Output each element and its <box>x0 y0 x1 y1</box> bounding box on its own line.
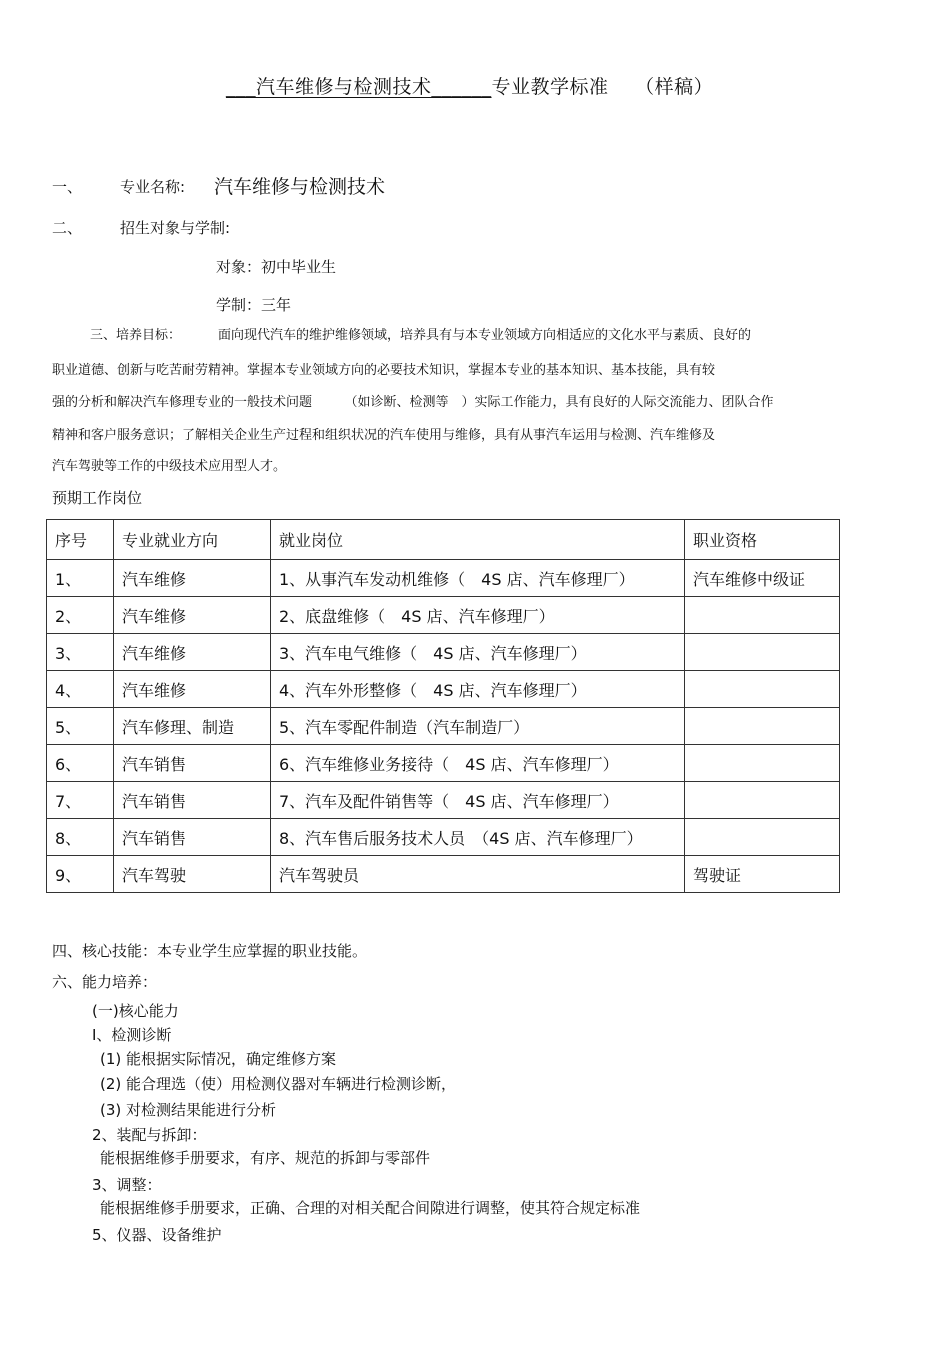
cell-index: 2、 <box>47 597 114 634</box>
section-4-core-skills: 四、核心技能：本专业学生应掌握的职业技能。 <box>52 942 368 960</box>
cell-direction: 汽车修理、制造 <box>114 708 271 745</box>
cell-index: 7、 <box>47 782 114 819</box>
cell-direction: 汽车销售 <box>114 745 271 782</box>
item-1-1: (1) 能根据实际情况，确定维修方案 <box>100 1050 337 1068</box>
jobs-table <box>46 519 840 893</box>
cell-post: 7、汽车及配件销售等（ 4S 店、汽车修理厂） <box>271 782 685 819</box>
cell-direction: 汽车驾驶 <box>114 856 271 893</box>
header-direction: 专业就业方向 <box>114 520 271 560</box>
cell-post: 3、汽车电气维修（ 4S 店、汽车修理厂） <box>271 634 685 671</box>
table-row <box>47 671 840 708</box>
table-header-row <box>47 520 840 560</box>
table-row <box>47 819 840 856</box>
section-1-value: 汽车维修与检测技术 <box>214 176 386 198</box>
cell-qualification <box>685 782 840 819</box>
cell-qualification <box>685 708 840 745</box>
section-2-number: 二、 <box>52 219 83 237</box>
table-row <box>47 708 840 745</box>
table-row <box>47 782 840 819</box>
cell-qualification: 汽车维修中级证 <box>685 560 840 597</box>
section-1-label: 专业名称: <box>120 178 186 196</box>
title-draft: （样稿） <box>635 76 714 98</box>
table-row <box>47 745 840 782</box>
section-1-number: 一、 <box>52 178 83 196</box>
cell-index: 9、 <box>47 856 114 893</box>
cell-post: 2、底盘维修（ 4S 店、汽车修理厂） <box>271 597 685 634</box>
item-assembly: 2、装配与拆卸： <box>92 1126 207 1144</box>
title-blank-tail: ______ <box>431 76 492 98</box>
cell-post: 8、汽车售后服务技术人员 （4S 店、汽车修理厂） <box>271 819 685 856</box>
cell-direction: 汽车销售 <box>114 782 271 819</box>
title-blank-lead: ___ <box>226 76 256 98</box>
header-qualification: 职业资格 <box>685 520 840 560</box>
goal-line-3: 强的分析和解决汽车修理专业的一般技术问题 （如诊断、检测等 ）实际工作能力，具有良好的人际交流能力、团队合作 <box>52 395 774 410</box>
cell-index: 1、 <box>47 560 114 597</box>
cell-qualification <box>685 597 840 634</box>
table-row <box>47 856 840 893</box>
core-ability-heading: (一)核心能力 <box>92 1002 179 1020</box>
cell-post: 1、从事汽车发动机维修（ 4S 店、汽车修理厂） <box>271 560 685 597</box>
item-1-3: (3) 对检测结果能进行分析 <box>100 1101 277 1119</box>
cell-qualification <box>685 671 840 708</box>
header-index: 序号 <box>47 520 114 560</box>
section-3-lead: 三、培养目标： <box>90 328 182 343</box>
title-major: 汽车维修与检测技术 <box>256 76 432 98</box>
cell-index: 5、 <box>47 708 114 745</box>
cell-post: 4、汽车外形整修（ 4S 店、汽车修理厂） <box>271 671 685 708</box>
cell-post: 5、汽车零配件制造（汽车制造厂） <box>271 708 685 745</box>
item-1-2: (2) 能合理选（使）用检测仪器对车辆进行检测诊断， <box>100 1075 457 1093</box>
cell-direction: 汽车销售 <box>114 819 271 856</box>
cell-post: 汽车驾驶员 <box>271 856 685 893</box>
cell-post: 6、汽车维修业务接待（ 4S 店、汽车修理厂） <box>271 745 685 782</box>
item-adjustment-detail: 能根据维修手册要求，正确、合理的对相关配合间隙进行调整，使其符合规定标准 <box>100 1199 641 1217</box>
table-row <box>47 634 840 671</box>
table-row <box>47 597 840 634</box>
posts-heading: 预期工作岗位 <box>52 489 143 507</box>
goal-line-1: 面向现代汽车的维护维修领域，培养具有与本专业领域方向相适应的文化水平与素质、良好的 <box>218 328 752 343</box>
goal-line-5: 汽车驾驶等工作的中级技术应用型人才。 <box>52 459 287 474</box>
cell-qualification <box>685 745 840 782</box>
header-post: 就业岗位 <box>271 520 685 560</box>
cell-index: 6、 <box>47 745 114 782</box>
goal-line-4: 精神和客户服务意识；了解相关企业生产过程和组织状况的汽车使用与维修，具有从事汽车运用与检测、汽车维修及 <box>52 428 716 443</box>
cell-qualification: 驾驶证 <box>685 856 840 893</box>
cell-index: 4、 <box>47 671 114 708</box>
cell-qualification <box>685 634 840 671</box>
item-assembly-detail: 能根据维修手册要求，有序、规范的拆卸与零部件 <box>100 1149 431 1167</box>
table-row <box>47 560 840 597</box>
cell-qualification <box>685 819 840 856</box>
goal-line-2: 职业道德、创新与吃苦耐劳精神。掌握本专业领域方向的必要技术知识，掌握本专业的基本知识、基本技能，具有较 <box>52 363 716 378</box>
enrollment-target: 对象：初中毕业生 <box>216 258 337 276</box>
section-6-heading: 六、能力培养： <box>52 973 158 991</box>
cell-index: 8、 <box>47 819 114 856</box>
cell-direction: 汽车维修 <box>114 634 271 671</box>
cell-direction: 汽车维修 <box>114 560 271 597</box>
cell-index: 3、 <box>47 634 114 671</box>
item-equipment-maintenance: 5、仪器、设备维护 <box>92 1226 222 1244</box>
document-title <box>226 72 713 99</box>
title-suffix: 专业教学标准 <box>491 76 609 98</box>
cell-direction: 汽车维修 <box>114 671 271 708</box>
section-2-label: 招生对象与学制: <box>120 219 231 237</box>
item-adjustment: 3、调整： <box>92 1176 162 1194</box>
item-inspection-diagnosis: Ⅰ、检测诊断 <box>92 1026 172 1044</box>
study-duration: 学制：三年 <box>216 296 292 314</box>
cell-direction: 汽车维修 <box>114 597 271 634</box>
